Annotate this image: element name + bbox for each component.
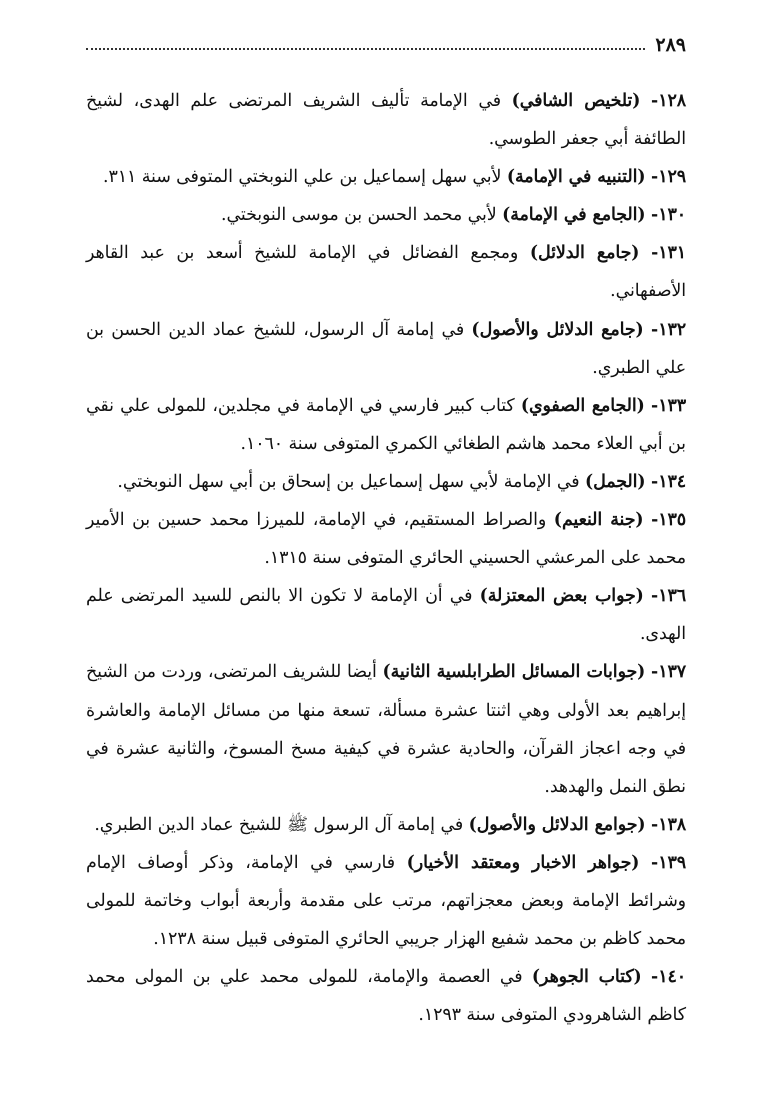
list-item: ١٣٠- (الجامع في الإمامة) لأبي محمد الحسن بن موسى النوبختي. — [221, 205, 686, 226]
header-dotted-rule — [86, 48, 645, 50]
page-header — [86, 30, 686, 60]
list-item: ١٣٣- (الجامع الصفوي) كتاب كبير فارسي في الإمامة في مجلدين، للمولى علي نقي بن أبي العلاء محمد هاشم الطغائي الكمري المتوفى سنة ١٠٦٠. — [86, 395, 687, 454]
list-item: ١٣٧- (جوابات المسائل الطرابلسية الثانية) أيضا للشريف المرتضى، وردت من الشيخ إبراهيم بعد الأولى وهي اثنتا عشرة مسألة، تسعة منها من مسائل الإمامة والعاشرة في وجه اعجاز القرآن، والحادية عشرة في كيفية مسخ المسوخ، والثانية عشرة في نطق النمل والهدهد. — [86, 662, 686, 797]
list-item: ١٣٩- (جواهر الاخبار ومعتقد الأخيار) فارسي في الإمامة، وذكر أوصاف الإمام وشرائط الإمامة وبعض معجزاتهم، مرتب على مقدمة وأربعة أبواب وخاتمة للمولى محمد كاظم بن محمد شفيع الهزار جريبي الحائري المتوفى قبيل سنة ١٢٣٨. — [86, 852, 687, 950]
list-item: ١٤٠- (كتاب الجوهر) في العصمة والإمامة، للمولى محمد علي بن المولى محمد كاظم الشاهرودي المتوفى سنة ١٢٩٣. — [86, 967, 687, 1026]
list-item: ١٢٨- (تلخيص الشافي) في الإمامة تأليف الشريف المرتضى علم الهدى، لشيخ الطائفة أبي جعفر الطوسي. — [86, 91, 686, 150]
list-item: ١٣١- (جامع الدلائل) ومجمع الفضائل في الإمامة للشيخ أسعد بن عبد القاهر الأصفهاني. — [86, 243, 687, 302]
list-item: ١٣٦- (جواب بعض المعتزلة) في أن الإمامة لا تكون الا بالنص للسيد المرتضى علم الهدى. — [86, 586, 686, 645]
list-item: ١٣٢- (جامع الدلائل والأصول) في إمامة آل الرسول، للشيخ عماد الدين الحسن بن علي الطبري. — [86, 319, 686, 378]
bibliography-list — [86, 82, 686, 1034]
list-item: ١٣٨- (جوامع الدلائل والأصول) في إمامة آل الرسول ﷺ للشيخ عماد الدين الطبري. — [94, 814, 686, 835]
list-item: ١٢٩- (التنبيه في الإمامة) لأبي سهل إسماعيل بن علي النوبختي المتوفى سنة ٣١١. — [103, 167, 686, 188]
list-item: ١٣٥- (جنة النعيم) والصراط المستقيم، في الإمامة، للميرزا محمد حسين بن الأمير محمد على المرعشي الحسيني الحائري المتوفى سنة ١٣١٥. — [86, 510, 687, 569]
list-item: ١٣٤- (الجمل) في الإمامة لأبي سهل إسماعيل بن إسحاق بن أبي سهل النوبختي. — [117, 471, 686, 492]
page-number: ٢٨٩ — [655, 34, 686, 56]
